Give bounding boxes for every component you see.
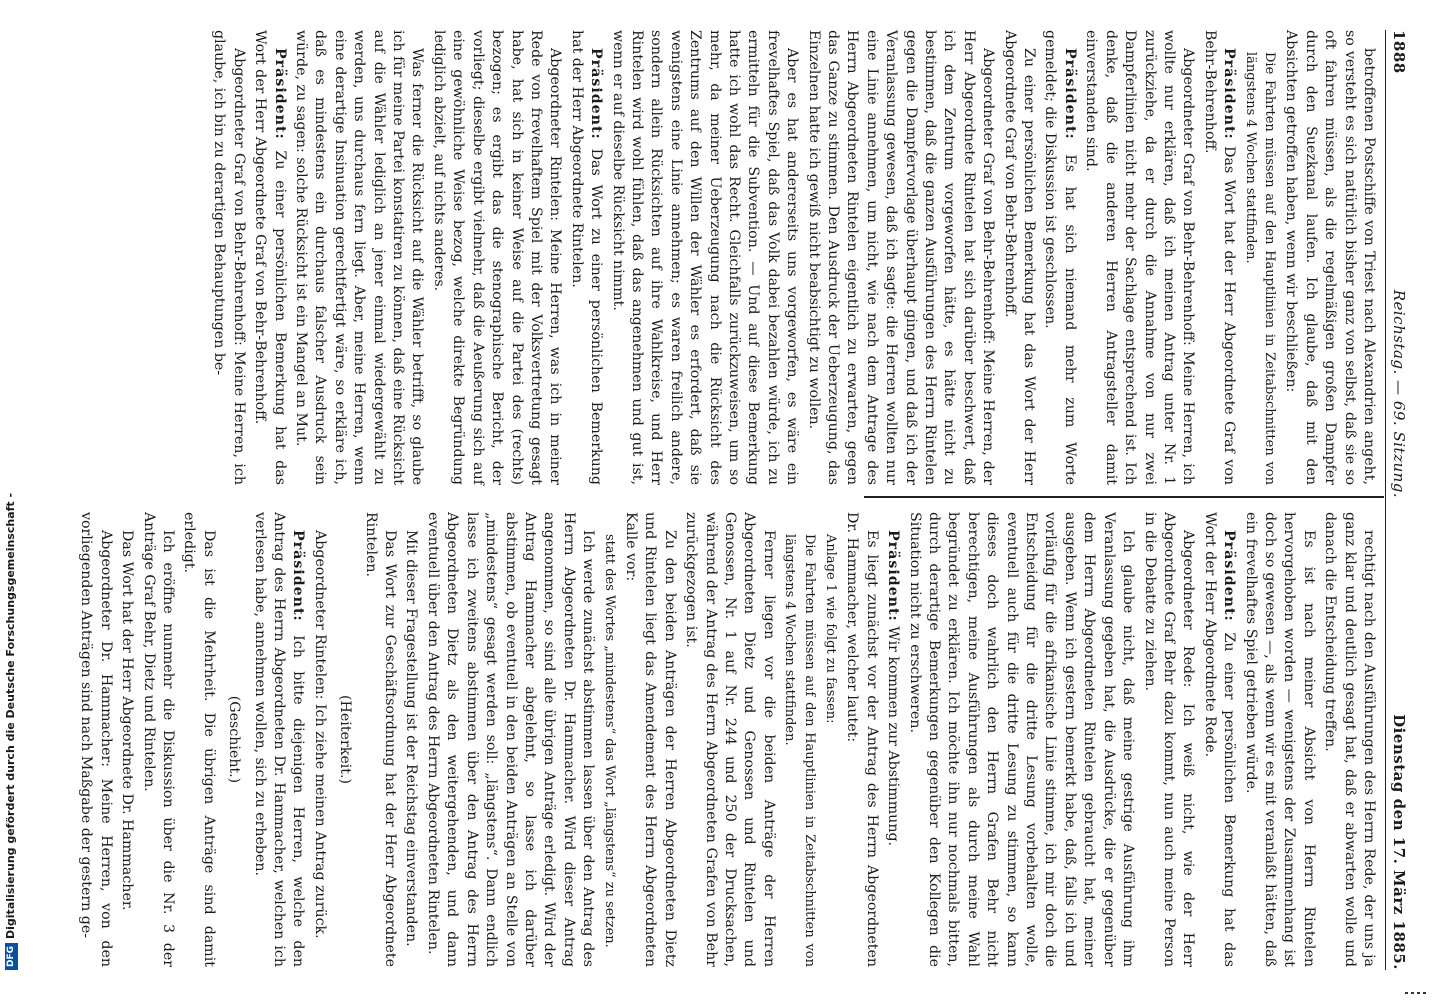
paragraph [904,512,1137,967]
stage-direction [224,512,243,967]
paragraph [291,30,427,485]
paragraph [803,30,997,485]
quoted-motion [780,512,819,967]
footer-credit-text: Digitalisierung gefördert durch die Deutsche Forschungsgemeinschaft - [4,492,17,939]
paragraph [1320,512,1378,967]
footer-strip [0,0,28,1000]
speaker-label: Präsident: [588,48,605,140]
paragraph-text: Zu einer persönlichen Bemerkung hat das Wort der Herr Abgeordnete Rede. [1201,512,1238,967]
paragraph [179,512,218,967]
paragraph-text: Abgeordneter Rintelen: Ich ziehe meinen Antrag zurück. [311,530,328,939]
speaker-label: Präsident: [1061,48,1078,140]
page-header [1385,30,1416,970]
paragraph-text: Ich bitte diejenigen Herren, welche den Antrag des Herrn Abgeordneten Dr. Hammacher, welchen ich verlesen habe, annehmen wollen, sich zu erheben. [251,512,307,967]
paragraph-text: Das Wort hat der Herr Abgeordnete Dr. Hammacher. [119,530,136,911]
paragraph-text: Die Fahrten müssen auf den Hauptlinien in Zeitabschnitten von längstens 4 Wochen stattfinden. [1242,52,1277,485]
paragraph-text: Das Wort zur Geschäftsordnung hat der Herr Abgeordnete Rintelen. [362,512,399,967]
paragraph [138,512,177,967]
dfg-logo-icon: DFG [5,943,18,970]
paragraph-text: Es ist nach meiner Absicht von Herrn Rintelen hervorgehoben worden — wenigstens der Zusammenhang ist doch so gewesen —, als wenn wir es mit veranlaßt hätten, daß ein frevelhaftes Spiel getrieben würde. [1242,512,1317,967]
paragraph [1081,30,1197,485]
paragraph-text: Es liegt zunächst vor der Antrag des Herrn Abgeordneten Dr. Hammacher, welcher lautet: [844,512,880,967]
paragraph-text: Ich eröffne nunmehr die Diskussion über die Nr. 3 der Anträge Graf Behr, Dietz und Rintelen. [140,512,177,967]
paragraph-text: (Geschieht.) [226,695,243,784]
paragraph [1199,30,1238,485]
speaker-label: Präsident: [885,530,902,622]
paragraph-text: Was ferner die Rücksicht auf die Wähler betrifft, so glaube ich für meine Partei konstatiren zu können, daß eine Rücksicht auf die Wähler lediglich an jener einmal wiedergewählt zu werden, uns durchaus fern liegt. Aber, meine Herren, wenn eine derartige Insinuation gerechtfertigt wäre, so erkläre ich, daß es mindestens ein durchaus falscher Ausdruck sein würde, zu sagen: solche Rücksicht ist ein Mangel an Mut. [293,30,426,485]
paragraph [999,30,1038,485]
paragraph-text: Abgeordneter Graf von Behr-Behrenhoff: Meine Herren, der Herr Abgeordnete Rintelen hat sich darüber beschwert, daß ich dem Zentrum vorgeworfen hätte, es hätte nicht zu bestimmen, daß die ganzen Ausführungen des Herrn Rintelen gegen die Dampfervorlage überhaupt gingen, und daß ich der Veranlassung gewesen, daß ich sagte: die Herren wollten nur eine Linie annehmen, um nicht, wie nach dem Antrage des Herrn Abgeordneten Rintelen eigentlich zu erwarten, gegen das Ganze zu stimmen. Den Ausdruck der Ueberzeugung, das Einzelnen hatte ich gewiß nicht beabsichtigt zu wollen. [805,30,997,485]
footer-credit [0,0,22,1000]
quoted-motion [821,512,840,967]
paragraph-text: Abgeordneter Rede: Ich weiß nicht, wie der Herr Abgeordnete Graf Behr dazu kommt, nun auch meine Person in die Debatte zu ziehen. [1141,512,1197,967]
paragraph [249,512,307,967]
paragraph-text: Anlage 1 wie folgt zu fassen: [823,534,839,724]
stage-direction [335,512,354,967]
paragraph [401,512,420,967]
paragraph-text: Ferner liegen vor die beiden Anträge der Herren Abgeordneten Dietz und Genossen und Rintelen und Genossen, Nr. 1 auf Nr. 244 und 250 der Drucksachen, während der Antrag des Herrn Abgeordneten Grafen von Behr zurückgezogen ist. [683,512,777,967]
speaker-label: Präsident: [1221,48,1238,140]
paragraph [566,30,605,485]
paragraph-text: Das ist die Mehrheit. Die übrigen Anträge sind damit erledigt. [181,512,217,967]
page-number: 1888 [1390,30,1408,74]
quoted-motion [1240,30,1279,485]
paragraph [1240,512,1318,967]
paragraph-text: Ich werde zunächst abstimmen lassen über den Antrag des Herrn Abgeordneten Dr. Hammacher. Wird dieser Antrag angenommen, so sind alle übrigen Anträge erledigt. Wird der Antrag Hammacher abgelehnt, so lasse ich darüber abstimmen, ob eventuell in den beiden Anträgen an Stelle von „mindestens“ gesagt werden soll: „längstens“. Dann endlich lasse ich zweitens abstimmen über den Antrag des Herrn Abgeordneten Dietz als den weitergehenden, und dann eventuell über den Antrag des Herrn Abgeordneten Rintelen. [424,512,597,967]
paragraph [360,512,399,967]
paragraph-text: Zu einer persönlichen Bemerkung hat das Wort der Herr Abgeordnete Graf von Behr-Behrenhoff. [252,30,288,485]
paragraph-text: Das Wort zu einer persönlichen Bemerkung hat der Herr Abgeordnete Rintelen. [568,30,605,485]
paragraph-text: Zu einer persönlichen Bemerkung hat das Wort der Herr Abgeordnete Graf von Behr-Behrenhoff. [1001,30,1038,485]
paragraph-text: Zu den beiden Anträgen der Herren Abgeordneten Dietz und Rintelen liegt das Amendement des Herrn Abgeordneten Kalle vor: [622,512,678,967]
paragraph-text: Die Fahrten müssen auf den Hauptlinien in Zeitabschnitten von längstens 4 Wochen stattfinden. [782,534,817,967]
page-date: Dienstag den 17. März 1885. [1390,714,1408,970]
paragraph-text: Wir kommen zur Abstimmung. [885,621,902,847]
paragraph [1281,30,1378,485]
paragraph-text: (Heiterkeit.) [337,695,354,784]
paragraph-text: Aber es hat andererseits uns vorgeworfen, es wäre ein frevelhaftes Spiel, daß das Volk dabei bezahlen würde, ich zu ermitteln für die Subvention. — Und auf diese Bemerkung hatte ich wohl das Recht. Gleichfalls zurückzuweisen, um so mehr, da meiner Ueberzeugung nach die Rücksicht des Zentrums auf den Willen der Wähler es erfordert, daß sie wenigstens eine Linie annehmen; es waren freilich andere, sondern allein Rücksichten auf ihre Wahlkreise, und Herr Rintelen wird wohl fühlen, daß das angenehmen und gut ist, wenn er auf dieselbe Rücksicht nimmt. [609,30,801,485]
paragraph-text: Abgeordneter Dr. Hammacher: Meine Herren, von den vorliegenden Anträgen sind nach Maßgabe der gestern ge- [78,512,114,967]
paragraph-text: rechtigt nach den Ausführungen des Herrn Rede, der uns ja ganz klar und deutlich gesagt hat, daß er abwarten wolle und danach die Entscheidung treffen. [1322,512,1377,967]
paragraph [1139,512,1197,967]
paragraph-text: statt des Wortes „mindestens“ das Wort „längstens“ zu setzen. [601,534,617,948]
paragraph-text: Abgeordneter Rintelen: Meine Herren, was ich in meiner Rede von frevelhaftem Spiel mit der Volksvertretung gesagt habe, hat sich in keiner Weise auf die Partei des (rechts) bezogen; es ergibt das die stenographische Bericht, der vorliegt; dieselbe ergibt vielmehr, daß die Aeußerung sich auf eine gewöhnliche Weise bezog, welche direkte Begründung lediglich abzielt, auf nichts anderes. [430,30,564,485]
paragraph [309,512,328,967]
paragraph [209,30,248,485]
paragraph-text: Mit dieser Fragestellung ist der Reichstag einverstanden. [403,530,420,947]
column-divider [864,496,1384,498]
quoted-motion [599,512,618,967]
paragraph [1040,30,1079,485]
paragraph [681,512,778,967]
right-column [74,512,1378,967]
paragraph-text: Ich glaube nicht, daß meine gestrige Ausführung ihm Veranlassung gegeben hat, die Ausdrücke, die er gegenüber dem Herrn Abgeordneten Rintelen gebraucht hat, meiner ausgeben. Wenn ich gestern bemerkt habe, daß, falls ich und vorläufig für die afrikanische Linie stimme, ich mir doch die Entscheidung für die dritte Lesung vorbehalten wolle, eventuell auch für die dritte Lesung zu stimmen, so kann dieses doch wahrlich den Herrn Grafen Behr nicht berechtigen, meine Ausführungen als durch meine Wahl begründet zu erklären. Ich möchte ihn nur nochmals bitten, durch derartige Bemerkungen gegenüber den Kollegen die Situation nicht zu erschweren. [906,512,1137,967]
speaker-label: Präsident: [271,48,288,140]
page-edge-marks [1405,990,1427,996]
paragraph-text: Abgeordneter Graf von Behr-Behrenhoff: Meine Herren, ich wollte nur erklären, daß ich meinen Antrag unter Nr. 1 zurückziehe, da er durch die Annahme von nur zwei Dampferlinien nicht mehr der Sachlage entsprechend ist. Ich denke, daß die anderen Herren Antragsteller damit einverstanden sind. [1083,30,1197,485]
paragraph-text: Es hat sich niemand mehr zum Worte gemeldet; die Diskussion ist geschlossen. [1042,30,1078,485]
paragraph [1199,512,1238,967]
paragraph [883,512,902,967]
left-column [207,30,1378,485]
speaker-label: Präsident: [1221,530,1238,622]
paragraph-text: betroffenen Postschiffe von Triest nach Alexandrien angeht, so versteht es sich natürlich bisher ganz von selbst, daß sie so oft fahren müssen, als die regelmäßigen großen Dampfer durch den Suezkanal laufen. Ich glaube, daß mit den Absichten getroffen haben, wenn wir beschließen: [1283,30,1377,485]
paragraph [621,512,679,967]
paragraph [76,512,115,967]
paragraph [842,512,881,967]
paragraph [429,30,565,485]
page-title: Reichstag. — 69. Sitzung. [1390,289,1408,499]
paragraph [117,512,136,967]
paragraph-text: Abgeordneter Graf von Behr-Behrenhoff: Meine Herren, ich glaube, ich bin zu derartigen Behauptungen be- [211,30,247,485]
paragraph [607,30,801,485]
paragraph [423,512,598,967]
paragraph-text: Das Wort hat der Herr Abgeordnete Graf von Behr-Behrenhoff. [1201,30,1238,485]
paragraph [250,30,289,485]
speaker-label: Präsident: [290,530,307,622]
